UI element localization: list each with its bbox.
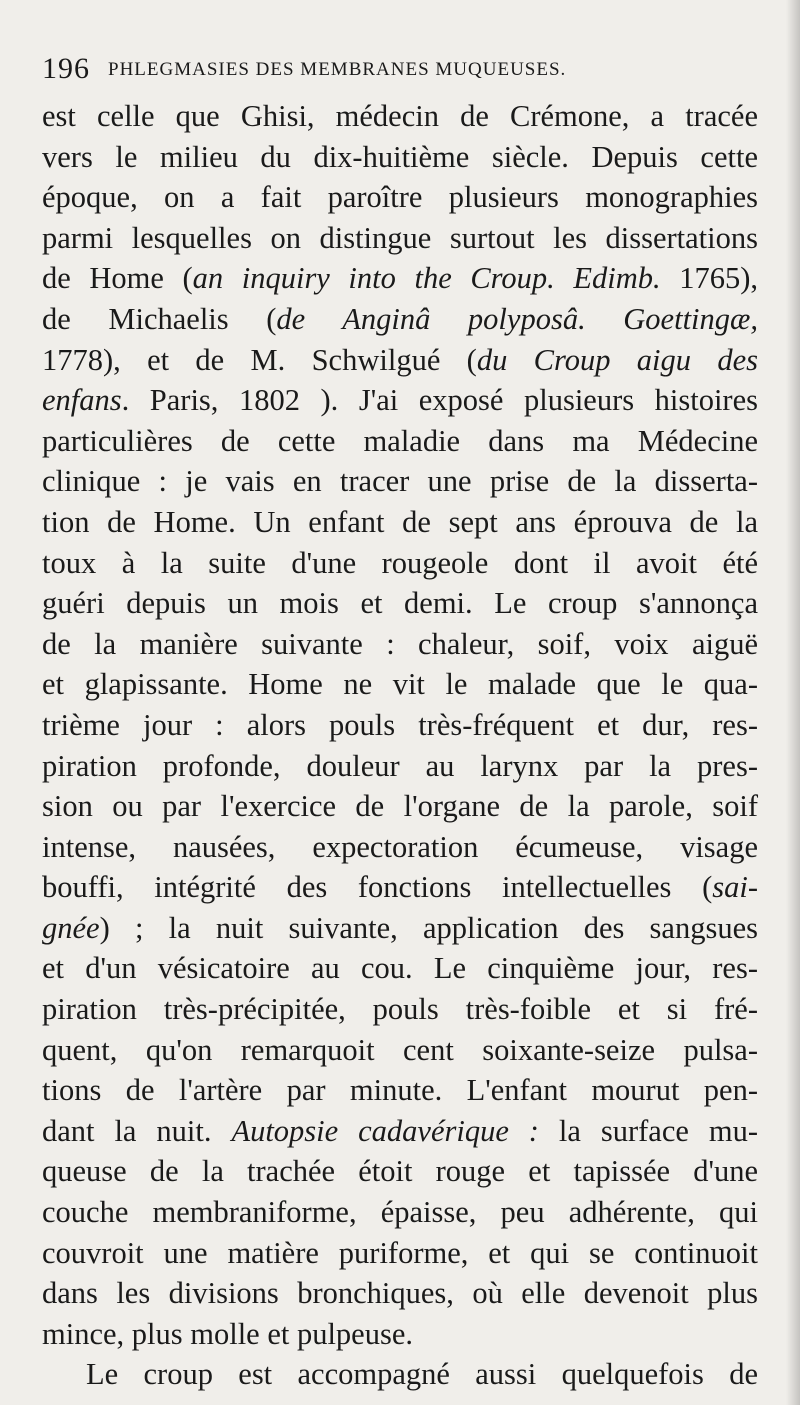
text-segment: queuse de la trachée étoit rouge et tapissée d'une [42,1154,758,1189]
text-segment: 1778), et de M. Schwilgué ( [42,342,477,377]
text-segment: piration très-précipitée, pouls très-foible et si fré- [42,992,758,1027]
page-header [42,52,740,92]
text-line [42,502,758,543]
text-segment: . Paris, 1802 ). J'ai exposé plusieurs histoires [121,383,758,418]
text-line [42,1111,758,1152]
text-line [42,177,758,218]
text-line [42,340,758,381]
text-line [42,746,758,787]
text-segment: 1765), [660,261,758,296]
text-line [42,583,758,624]
text-segment: clinique : je vais en tracer une prise de la disserta- [42,464,758,499]
text-line [42,258,758,299]
text-line [42,218,758,259]
body-text [42,96,758,1395]
page-edge-shadow [786,0,800,1405]
text-line [42,461,758,502]
italic-segment: du Croup aigu des [476,342,758,377]
text-segment: est celle que Ghisi, médecin de Crémone, a tracée [42,99,758,133]
text-line [42,1070,758,1111]
text-segment: vers le milieu du dix-huitième siècle. Depuis cette [42,139,758,174]
text-segment: particulières de cette maladie dans ma Médecine [42,423,758,458]
text-segment: parmi lesquelles on distingue surtout les dissertations [42,220,758,255]
text-line [42,1233,758,1274]
text-line [42,705,758,746]
text-segment: sion ou par l'exercice de l'organe de la parole, soif [42,789,758,824]
text-line [42,948,758,989]
text-segment: tions de l'artère par minute. L'enfant mourut pen- [42,1073,758,1108]
text-segment: de la manière suivante : chaleur, soif, voix aiguë [42,626,758,661]
text-segment: couvroit une matière puriforme, et qui se continuoit [42,1235,758,1270]
text-line [42,624,758,665]
text-segment: de Home ( [42,261,193,296]
italic-segment: sai- [712,870,758,905]
page-number: 196 [42,52,90,85]
running-title: PHLEGMASIES DES MEMBRANES MUQUEUSES. [108,59,567,80]
text-line [42,989,758,1030]
text-segment: bouffi, intégrité des fonctions intellectuelles ( [42,870,713,905]
text-segment: dant la nuit. [42,1113,232,1148]
text-line [42,380,758,421]
italic-segment: de Anginâ polyposâ. Goettingæ, [276,301,758,336]
text-line [42,786,758,827]
text-line [42,137,758,178]
text-line [42,664,758,705]
text-segment: toux à la suite d'une rougeole dont il avoit été [42,545,758,580]
text-segment: et d'un vésicatoire au cou. Le cinquième jour, res- [42,951,758,986]
text-segment: piration profonde, douleur au larynx par la pres- [42,748,758,783]
text-segment: guéri depuis un mois et demi. Le croup s'annonça [42,586,758,621]
text-segment: couche membraniforme, épaisse, peu adhérente, qui [42,1195,758,1230]
text-segment: quent, qu'on remarquoit cent soixante-seize pulsa- [42,1032,758,1067]
text-segment: mince, plus molle et pulpeuse. [42,1316,414,1351]
text-segment: ) ; la nuit suivante, application des sangsues [99,910,758,945]
text-line [42,1354,758,1395]
italic-segment: gnée [42,910,100,945]
text-line [42,1151,758,1192]
text-segment: tion de Home. Un enfant de sept ans éprouva de la [42,504,758,539]
text-line [42,421,758,462]
text-segment: dans les divisions bronchiques, où elle devenoit plus [42,1276,758,1311]
text-segment: la surface mu- [538,1113,758,1148]
text-line [42,1192,758,1233]
italic-segment: Autopsie cadavérique : [231,1113,539,1148]
italic-segment: an inquiry into the Croup. Edimb. [192,261,661,296]
text-line [42,827,758,868]
text-line [42,908,758,949]
text-segment: époque, on a fait paroître plusieurs monographies [42,180,758,215]
text-line [42,867,758,908]
text-segment: de Michaelis ( [42,301,277,336]
text-line [42,96,758,137]
text-line [42,299,758,340]
text-segment: Le croup est accompagné aussi quelquefois de [86,1357,758,1392]
text-segment: intense, nausées, expectoration écumeuse, visage [42,829,758,864]
italic-segment: enfans [42,383,122,418]
text-segment: trième jour : alors pouls très-fréquent et dur, res- [42,707,758,742]
text-line [42,1273,758,1314]
text-line [42,1314,758,1355]
text-line [42,1030,758,1071]
text-line [42,543,758,584]
text-segment: et glapissante. Home ne vit le malade que le qua- [42,667,758,702]
